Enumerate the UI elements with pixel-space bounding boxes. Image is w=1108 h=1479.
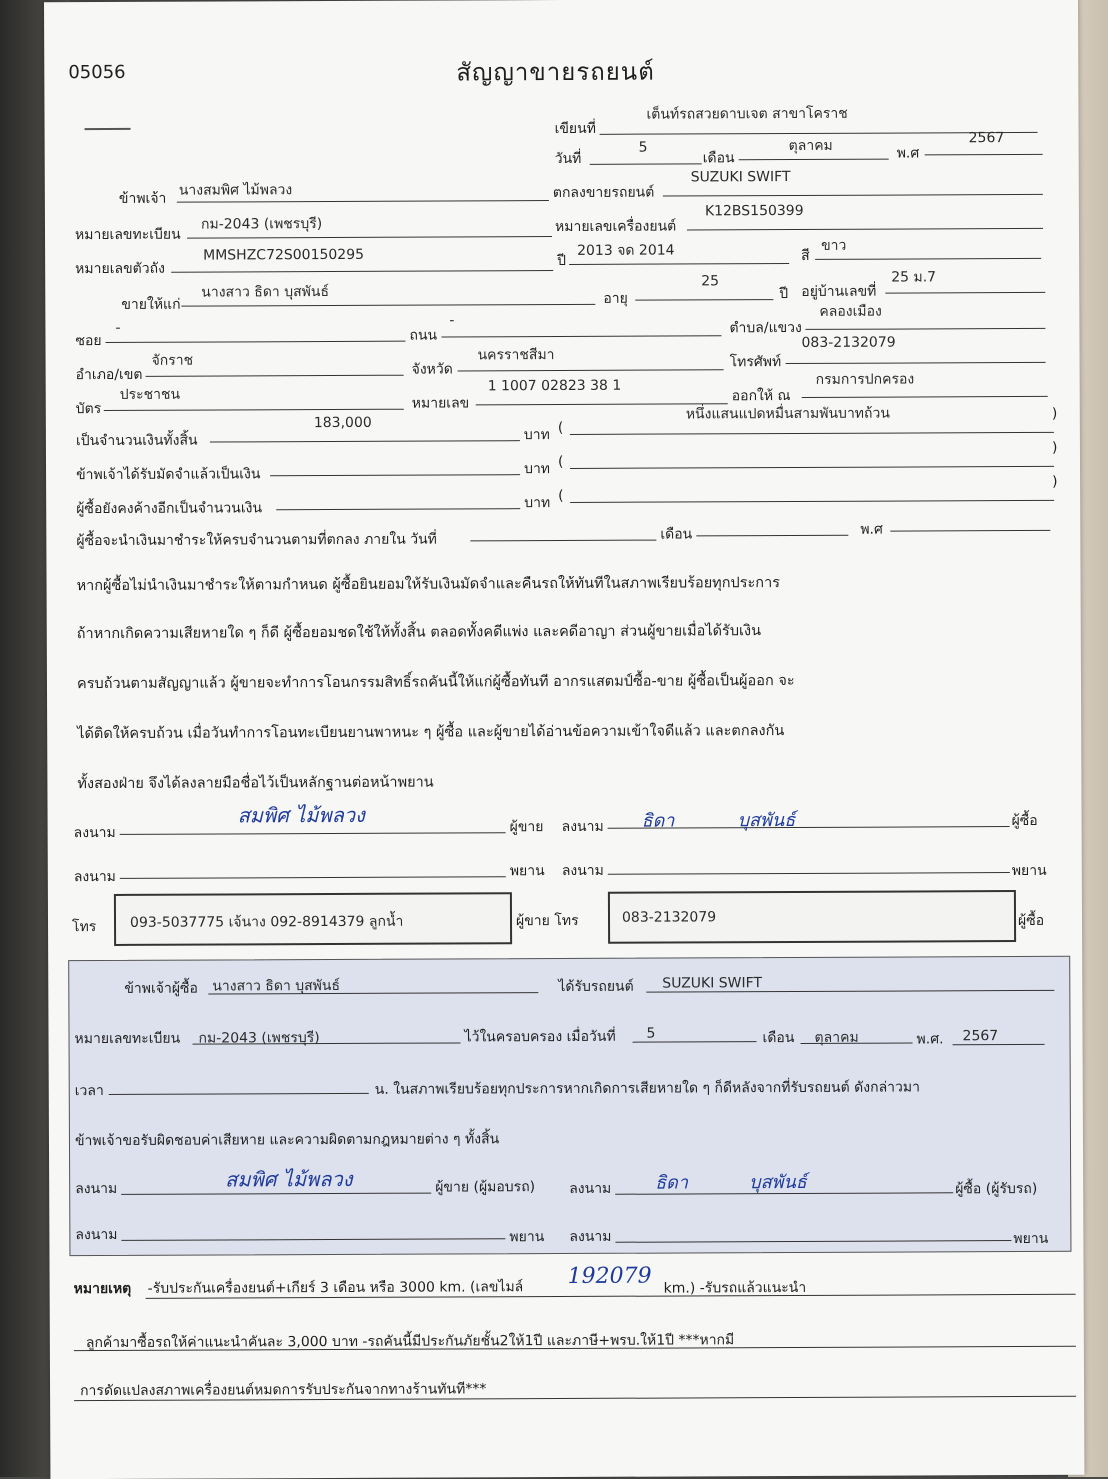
- terms-line-5: ทั้งสองฝ่าย จึงได้ลงลายมือชื่อไว้เป็นหลักฐานต่อหน้าพยาน: [77, 774, 434, 793]
- remaining-baht: บาท: [524, 495, 551, 512]
- seller-phones: 093-5037775 เจ้นาง 092-8914379 ลูกน้ำ: [129, 913, 404, 931]
- house-label: อยู่บ้านเลขที่: [801, 283, 877, 300]
- year-line: [925, 154, 1043, 156]
- receipt-witness-1-role: พยาน: [509, 1229, 545, 1246]
- receipt-buyer-value: นางสาว ธิดา บุสพันธ์: [212, 977, 341, 995]
- district-value: จักราช: [151, 352, 194, 369]
- agree-sell-label: ตกลงขายรถยนต์: [552, 184, 655, 202]
- age-line: [635, 299, 773, 301]
- seller-name-label: ข้าพเจ้า: [118, 190, 167, 207]
- receipt-received-label: ได้รับรถยนต์: [558, 978, 634, 996]
- receipt-seller-role: ผู้ขาย (ผู้มอบรถ): [435, 1179, 536, 1196]
- deposit-words-line: [570, 466, 1054, 469]
- age-unit: ปี: [779, 286, 789, 303]
- receipt-seller-signature: สมพิศ ไม้พลวง: [225, 1166, 353, 1192]
- sell-to-label: ขายให้แก่: [121, 296, 181, 313]
- buyer-phone-role: ผู้ซื้อ: [1017, 912, 1045, 930]
- doc-number: 05056: [68, 61, 126, 84]
- due-year-line: [890, 530, 1050, 532]
- receipt-time-suffix: น. ในสภาพเรียบร้อยทุกประการหากเกิดการเสียหายใด ๆ ก็ดีหลังจากที่รับรถยนต์ ดังกล่าวมา: [374, 1079, 920, 1098]
- road-label: ถนน: [409, 327, 438, 344]
- remaining-paren-open: (: [558, 487, 564, 505]
- total-words: หนึ่งแสนแปดหมื่นสามพันบาทถ้วน: [685, 405, 890, 423]
- receipt-sign-seller-label: ลงนาม: [75, 1180, 118, 1198]
- deposit-paren-close: ): [1051, 439, 1058, 456]
- id-label: หมายเลข: [411, 395, 470, 412]
- chassis-value: MMSHZC72S00150295: [203, 246, 365, 264]
- age-label: อายุ: [603, 290, 628, 307]
- date-line: [590, 163, 702, 164]
- car-year-label: ปี: [557, 252, 567, 270]
- chassis-line: [171, 270, 553, 273]
- receipt-buyer-signature-last: บุสพันธ์: [749, 1171, 807, 1194]
- due-label: ผู้ซื้อจะนำเงินมาชำระให้ครบจำนวนตามที่ตกลง ภายใน วันที่: [76, 531, 437, 550]
- receipt-buyer-role: ผู้ซื้อ (ผู้รับรถ): [955, 1180, 1038, 1198]
- subdistrict-line: [805, 328, 1045, 330]
- plate-line: [187, 236, 552, 239]
- car-line: [663, 194, 1043, 197]
- receipt-sign-witness-1-label: ลงนาม: [75, 1226, 118, 1244]
- due-month-label: เดือน: [660, 526, 693, 543]
- dash-mark: [85, 128, 131, 130]
- year-value: 2567: [968, 130, 1005, 147]
- total-words-line: [570, 432, 1054, 435]
- receipt-sign-buyer-label: ลงนาม: [569, 1180, 612, 1197]
- district-line: [146, 375, 404, 377]
- receipt-date-value: 5: [646, 1025, 656, 1042]
- soi-line: [105, 341, 405, 343]
- receipt-box: [68, 956, 1071, 1256]
- card-label: บัตร: [75, 401, 102, 418]
- total-line: [210, 440, 520, 442]
- receipt-month-value: ตุลาคม: [814, 1029, 859, 1046]
- sign-label-buyer: ลงนาม: [561, 818, 604, 836]
- road-line: [441, 335, 721, 337]
- engine-label: หมายเลขเครื่องยนต์: [554, 218, 677, 236]
- sell-to-line: [181, 304, 595, 307]
- sign-label-seller: ลงนาม: [73, 824, 116, 842]
- engine-value: K12BS150399: [704, 202, 804, 220]
- color-line: [815, 258, 1041, 260]
- phone-value: 083-2132079: [801, 334, 896, 351]
- page-title: สัญญาขายรถยนต์: [456, 57, 655, 87]
- remarks-label: หมายเหตุ: [73, 1280, 132, 1298]
- sign-label-witness-1: ลงนาม: [73, 868, 116, 886]
- remarks-line-3: การดัดแปลงสภาพเครื่องยนต์หมดการรับประกันจากทางร้านทันที***: [80, 1381, 487, 1400]
- card-value: ประชาชน: [119, 386, 181, 403]
- phone-label: โทรศัพท์: [729, 354, 782, 371]
- receipt-witness-2-role: พยาน: [1013, 1230, 1049, 1248]
- date-value: 5: [638, 139, 648, 156]
- terms-line-2: ถ้าหากเกิดความเสียหายใด ๆ ก็ดี ผู้ซื้อยอมชดใช้ให้ทั้งสิ้น ตลอดทั้งคดีแพ่ง และคดีอาญา ส่วนผู้ขายเมื่อได้รับเงิน: [76, 623, 762, 643]
- due-date-line: [470, 540, 656, 542]
- color-label: สี: [801, 247, 810, 264]
- house-line: [885, 292, 1045, 294]
- issued-line: [802, 396, 1048, 398]
- province-line: [458, 369, 724, 371]
- issued-value: กรมการปกครอง: [815, 371, 915, 388]
- receipt-responsibility: ข้าพเจ้าขอรับผิดชอบค่าเสียหาย และความผิดตามกฎหมายต่าง ๆ ทั้งสิ้น: [74, 1131, 500, 1150]
- contract-paper: [44, 0, 1084, 1479]
- terms-line-4: ได้ติดให้ครบถ้วน เมื่อวันทำการโอนทะเบียนยานพาหนะ ๆ ผู้ซื้อ และผู้ขายได้อ่านข้อความเข้าใจดีแล้ว และตกลงกัน: [77, 723, 785, 743]
- witness-2-role: พยาน: [1011, 862, 1047, 880]
- remaining-line: [276, 508, 520, 510]
- sign-label-witness-2: ลงนาม: [561, 862, 604, 880]
- car-value: SUZUKI SWIFT: [690, 169, 791, 186]
- written-at-value: เต็นท์รถสวยดาบเจต สาขาโคราช: [646, 105, 848, 123]
- remaining-label: ผู้ซื้อยังคงค้างอีกเป็นจำนวนเงิน: [76, 500, 263, 518]
- receipt-buyer-label: ข้าพเจ้าผู้ซื้อ: [124, 980, 198, 997]
- buyer-role: ผู้ซื้อ: [1011, 812, 1038, 830]
- deposit-paren-open: (: [557, 453, 564, 471]
- seller-phone-role: ผู้ขาย โทร: [515, 912, 579, 930]
- card-line: [104, 409, 404, 411]
- plate-label: หมายเลขทะเบียน: [74, 226, 181, 244]
- remarks-line-1a: -รับประกันเครื่องยนต์+เกียร์ 3 เดือน หรือ 3000 km. (เลขไมล์: [147, 1279, 524, 1297]
- remarks-line-1b: km.) -รับรถแล้วแนะนำ: [663, 1279, 807, 1297]
- phone-label-seller: โทร: [72, 919, 97, 936]
- buyer-phone: 083-2132079: [621, 909, 717, 926]
- age-value: 25: [701, 273, 720, 290]
- remaining-words-line: [570, 500, 1054, 503]
- receipt-time-label: เวลา: [74, 1083, 104, 1100]
- house-value: 25 ม.7: [891, 269, 937, 286]
- mileage-handwritten: 192079: [567, 1263, 652, 1289]
- month-label: เดือน: [702, 150, 735, 167]
- soi-value: -: [115, 319, 121, 336]
- remaining-paren-close: ): [1052, 473, 1058, 490]
- witness-2-line: [608, 872, 1010, 875]
- province-value: นครราชสีมา: [477, 347, 555, 364]
- receipt-year-value: 2567: [962, 1028, 999, 1045]
- due-month-line: [696, 535, 848, 537]
- receipt-car-value: SUZUKI SWIFT: [662, 975, 763, 992]
- seller-name-value: นางสมพิศ ไม้พลวง: [178, 182, 293, 199]
- terms-line-3: ครบถ้วนตามสัญญาแล้ว ผู้ขายจะทำการโอนกรรมสิทธิ์รถคันนี้ให้แก่ผู้ซื้อทันที อากรแสตมป์ซื้อ-ขาย ผู้ซื้อเป็นผู้ออก จะ: [76, 672, 795, 693]
- receipt-year-label: พ.ศ.: [916, 1031, 944, 1048]
- seller-sign-line: [120, 832, 506, 835]
- buyer-signature-first: ธิดา: [641, 810, 675, 832]
- receipt-possession-label: ไว้ในครอบครอง เมื่อวันที่: [464, 1028, 616, 1046]
- witness-1-line: [120, 876, 506, 879]
- month-value: ตุลาคม: [788, 137, 833, 155]
- phone-line: [786, 362, 1046, 364]
- seller-role: ผู้ขาย: [509, 819, 544, 836]
- deposit-line: [270, 474, 520, 476]
- total-paren-close: ): [1051, 405, 1058, 422]
- total-baht: บาท: [523, 427, 550, 444]
- receipt-sign-witness-2-label: ลงนาม: [569, 1228, 612, 1245]
- remarks-line-2: ลูกค้ามาซื้อรถให้ค่าแนะนำคันละ 3,000 บาท -รถคันนี้มีประกันภัยชั้น2ให้1ปี และภาษี+พรบ.ให้1ปี ***หากมี: [85, 1332, 735, 1352]
- province-label: จังหวัด: [411, 361, 453, 378]
- total-paren-open: (: [557, 419, 564, 437]
- issued-label: ออกให้ ณ: [731, 388, 791, 405]
- plate-value: กม-2043 (เพชรบุรี): [200, 216, 323, 233]
- subdistrict-value: คลองเมือง: [819, 303, 882, 320]
- receipt-plate-label: หมายเลขทะเบียน: [74, 1030, 181, 1048]
- district-label: อำเภอ/เขต: [75, 366, 143, 384]
- total-value: 183,000: [313, 414, 372, 432]
- receipt-month-label: เดือน: [762, 1029, 795, 1047]
- buyer-signature-last: บุสพันธ์: [737, 809, 796, 832]
- terms-line-1: หากผู้ซื้อไม่นำเงินมาชำระให้ตามกำหนด ผู้ซื้อยินยอมให้รับเงินมัดจำและคืนรถให้ทันทีในสภาพเรียบร้อยทุกประการ: [76, 575, 781, 595]
- subdistrict-label: ตำบล/แขวง: [729, 319, 802, 337]
- soi-label: ซอย: [75, 333, 102, 350]
- id-value: 1 1007 02823 38 1: [487, 377, 622, 395]
- engine-line: [687, 228, 1043, 231]
- road-value: -: [449, 312, 455, 329]
- total-label: เป็นจำนวนเงินทั้งสิ้น: [75, 432, 198, 450]
- receipt-buyer-signature-first: ธิดา: [655, 1172, 689, 1194]
- color-value: ขาว: [821, 237, 847, 254]
- month-line: [739, 159, 889, 161]
- car-year-value: 2013 จด 2014: [577, 242, 675, 259]
- receipt-plate-value: กม-2043 (เพชรบุรี): [198, 1030, 320, 1047]
- chassis-label: หมายเลขตัวถัง: [75, 260, 165, 278]
- deposit-label: ข้าพเจ้าได้รับมัดจำแล้วเป็นเงิน: [76, 466, 261, 484]
- sell-to-value: นางสาว ธิดา บุสพันธ์: [201, 284, 330, 301]
- witness-1-role: พยาน: [509, 863, 545, 880]
- car-year-line: [569, 263, 789, 265]
- deposit-baht: บาท: [524, 461, 551, 478]
- seller-signature: สมพิศ ไม้พลวง: [237, 802, 365, 828]
- year-label: พ.ศ: [896, 145, 920, 162]
- date-label: วันที่: [554, 150, 582, 168]
- due-year-label: พ.ศ: [860, 521, 883, 538]
- written-at-label: เขียนที่: [554, 120, 596, 138]
